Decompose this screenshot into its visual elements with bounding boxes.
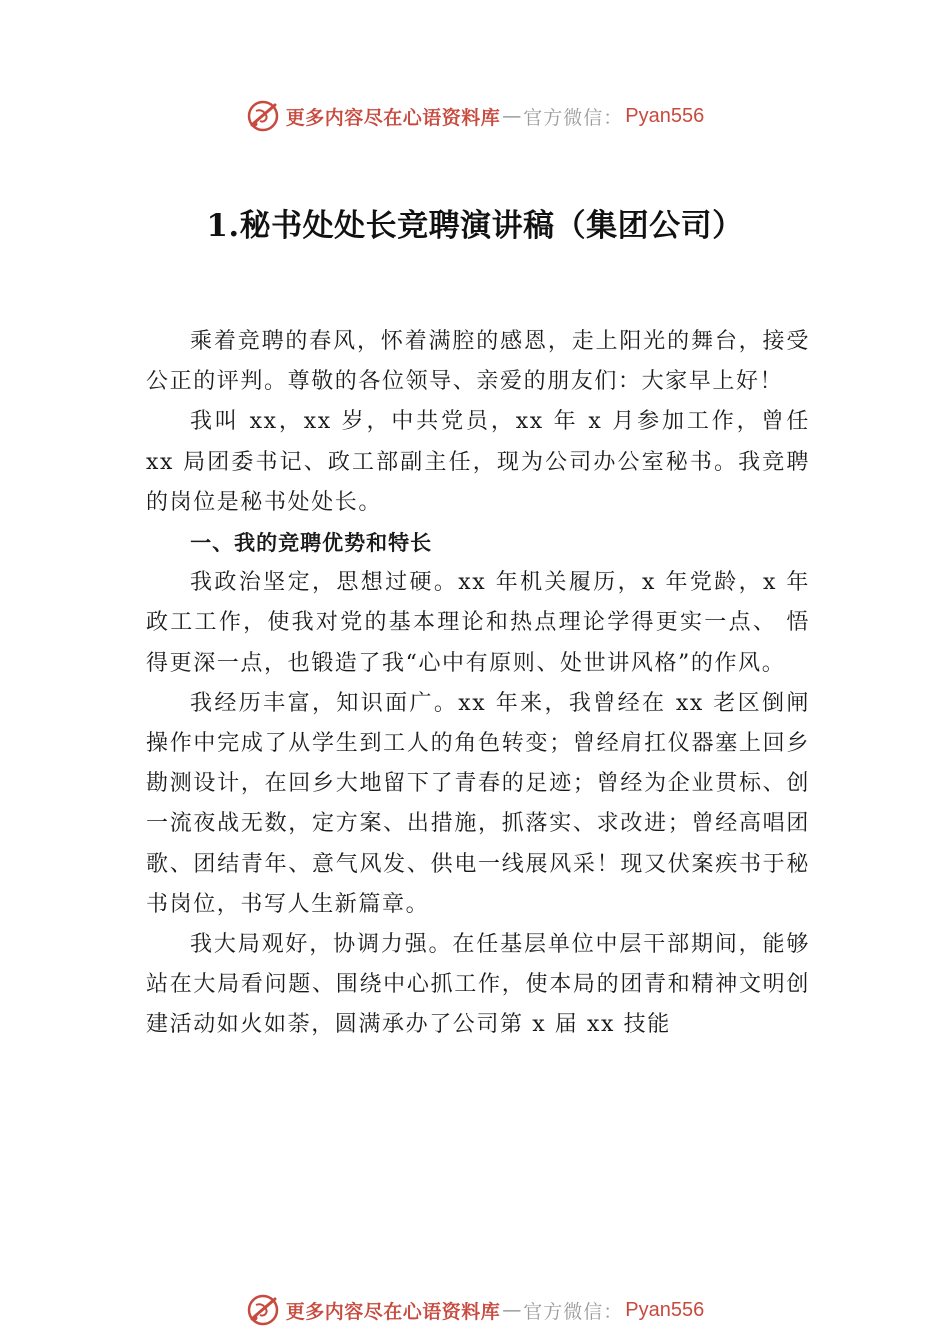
document-title: 1.秘书处处长竞聘演讲稿（集团公司） — [206, 208, 744, 244]
banner-wechat-id: Pyan556 — [625, 104, 705, 127]
section-heading: 一、我的竞聘优势和特长 — [190, 531, 433, 556]
banner-dash: — — [502, 105, 522, 127]
header-watermark-banner — [0, 96, 950, 136]
banner-main-text: 更多内容尽在心语资料库 — [285, 1300, 501, 1323]
banner-wechat-id: Pyan556 — [625, 1298, 705, 1321]
paragraph: 我政治坚定，思想过硬。xx 年机关履历，x 年党龄，x 年政工工作，使我对党的基本理论和热点理论学得更实一点、 悟得更深一点，也锻造了我“心中有原则、处世讲风格”的作风。 — [146, 570, 810, 676]
banner-label: 官方微信： — [523, 1300, 624, 1323]
brush-pen-logo-icon — [246, 1293, 280, 1327]
paragraph: 我叫 xx，xx 岁，中共党员，xx 年 x 月参加工作，曾任 xx 局团委书记、政工部副主任，现为公司办公室秘书。我竞聘的岗位是秘书处处长。 — [146, 409, 810, 515]
banner-main-text: 更多内容尽在心语资料库 — [285, 106, 501, 129]
paragraph: 我大局观好，协调力强。在任基层单位中层干部期间，能够站在大局看问题、围绕中心抓工作，使本局的团青和精神文明创建活动如火如荼，圆满承办了公司第 x 届 xx 技能 — [146, 932, 810, 1038]
brush-pen-logo-icon — [246, 99, 280, 133]
footer-watermark-banner — [0, 1290, 950, 1330]
paragraph: 乘着竞聘的春风，怀着满腔的感恩，走上阳光的舞台，接受公正的评判。尊敬的各位领导、亲爱的朋友们：大家早上好！ — [146, 329, 810, 395]
banner-dash: — — [502, 1299, 522, 1321]
paragraph: 我经历丰富，知识面广。xx 年来，我曾经在 xx 老区倒闸操作中完成了从学生到工人的角色转变；曾经肩扛仪器塞上回乡勘测设计，在回乡大地留下了青春的足迹；曾经为企业贯标、创一流夜战无数，定方案、出措施，抓落实、求改进；曾经高唱团歌、团结青年、意气风发、供电一线展风采！现又伏案疾书于秘书岗位，书写人生新篇章。 — [146, 690, 810, 917]
banner-label: 官方微信： — [523, 106, 624, 129]
document-body — [146, 322, 810, 1046]
